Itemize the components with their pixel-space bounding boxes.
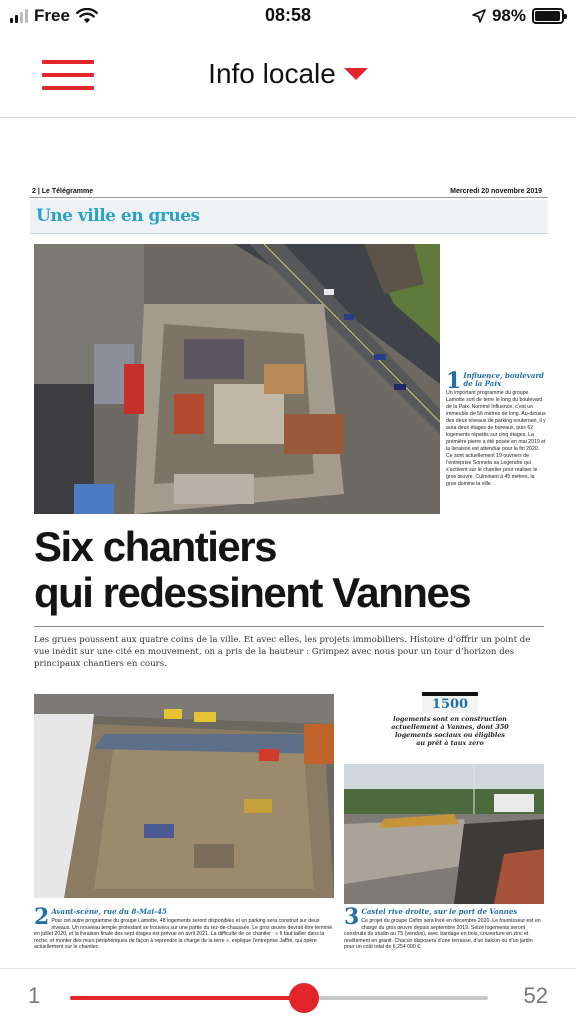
section-title: Info locale	[208, 58, 336, 89]
stat-value: 1500	[422, 692, 478, 713]
scrubber-progress	[70, 996, 304, 1000]
caption-1	[446, 368, 546, 488]
newspaper-page[interactable]	[30, 186, 548, 962]
last-page-number: 52	[523, 983, 548, 1008]
section-selector[interactable]	[0, 58, 576, 90]
scrubber-handle[interactable]	[289, 983, 319, 1013]
section-label: Une ville en grues	[36, 206, 200, 226]
scrubber-track[interactable]	[70, 996, 488, 1000]
first-page-number: 1	[28, 983, 41, 1008]
stat-box	[390, 692, 510, 747]
battery-percent: 98%	[491, 6, 526, 25]
page-header-left: 2 | Le Télégramme	[32, 188, 94, 195]
stat-text: logements sont en construction actuellement à Vannes, dont 350 logements sociaux ou éligibles au prêt à taux zéro	[391, 715, 509, 747]
page-scrubber	[0, 968, 576, 1024]
clock: 08:58	[264, 5, 312, 25]
location-arrow-icon	[472, 9, 486, 23]
aerial-photo-construction-2	[34, 694, 334, 898]
caption-3-body: Ce projet du groupe Cefim sera livré en décembre 2020. Le fournisseur est en charge du gros œuvre depuis septembre 2019. Seize logements seront construits du studio au T5 (vendus), avec bardage en bois, couverture en zinc et revêtement en granit. Chacun disposera d’une terrasse, d’un balcon ou d’un jardin pour un coût total de 6,254 000 €.	[344, 918, 541, 951]
photo-construction-3	[344, 764, 544, 904]
aerial-photo-construction-1	[34, 244, 440, 514]
caption-1-body: Un important programme du groupe Lamotte sort de terre le long du boulevard de la Paix. Nommé Influence, c’est un immeuble de 56 mètres de long. Au-dessus des deux niveaux de parking souterrain, il y aura deux étages de bureaux, puis 62 logements répartis sur cinq étages. La première pierre a été posée en mai 2019 et la livraison est attendue pour la fin 2020. Ce sont actuellement 19 ouvriers de l’entreprise Sonneta sa Legendre qui s’activent sur le chantier pour réaliser le gros œuvre. Culminant à 45 mètres, la grue domine la ville.	[446, 390, 546, 487]
caption-3-number: 3	[344, 904, 360, 930]
caption-2	[34, 904, 334, 951]
caption-2-number: 2	[34, 904, 50, 930]
headline-line-2: qui redessinent Vannes	[34, 569, 471, 616]
page-header	[30, 186, 548, 198]
status-right	[472, 6, 564, 26]
battery-fill	[535, 11, 560, 21]
page-header-date: Mercredi 20 novembre 2019	[450, 188, 542, 195]
caption-3	[344, 904, 544, 951]
headline	[34, 524, 544, 616]
top-nav	[0, 32, 576, 118]
carrier-name: Free	[34, 6, 70, 25]
headline-line-1: Six chantiers	[34, 523, 276, 570]
battery-icon	[532, 8, 564, 24]
caption-3-title: Castel rive droite, sur le port de Vannes	[361, 907, 518, 916]
chapo-text: Les grues poussent aux quatre coins de la ville. Et avec elles, les projets immobiliers. Histoire d’offrir un point de vue inédit sur une cité en mouvement, on a pris de la hauteur : Grimpez avec nous pour un tour d’horizon des principaux chantiers en cours.	[34, 635, 531, 669]
caret-down-icon	[344, 68, 368, 80]
status-bar	[0, 0, 576, 32]
headline-rule	[34, 626, 544, 627]
section-band	[30, 200, 548, 234]
caption-1-number: 1	[446, 368, 462, 394]
caption-1-title: Influence, boulevard de la Paix	[463, 371, 544, 388]
caption-2-body: Pour cet autre programme du groupe Lamotte, 48 logements seront disponibles et un parking sera construit sur deux niveaux. Un nouveau temple protestant se trouvera sur une partie du rez-de-chaussée. Le gros œuvre devrait être terminé en juillet 2020, et la livraison finale des sept étages est prévue en avril 2021. La difficulté de ce chantier : « Il faut tailler dans la roche, et monter des murs périphériques de façon à reprendre la charge de la terre », explique l’entreprise Jaffré, qui opère actuellement sur le chantier.	[34, 918, 333, 951]
caption-2-title: Avant-scène, rue du 8-Mai-45	[51, 907, 167, 916]
